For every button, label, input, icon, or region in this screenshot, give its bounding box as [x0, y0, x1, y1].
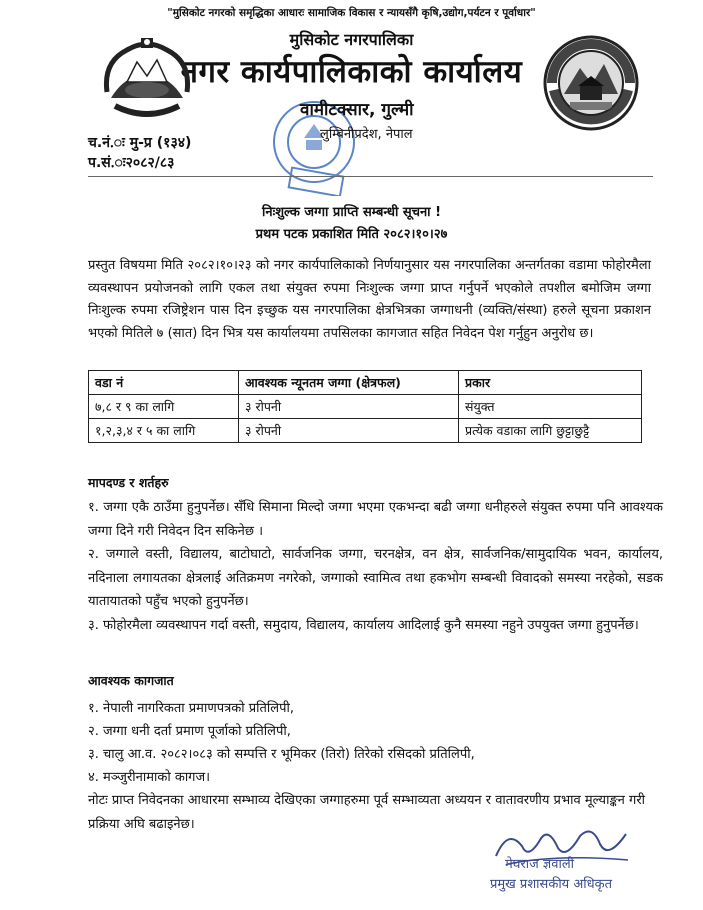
table-header-row — [89, 371, 642, 395]
criteria-heading: मापदण्ड र शर्तहरु — [88, 475, 169, 490]
table-header-cell: आवश्यक न्यूनतम जग्गा (क्षेत्रफल) — [239, 371, 459, 395]
document-item: ३. चालु आ.व. २०८२।०८३ को सम्पत्ति र भूमिकर (तिरो) तिरेको रसिदको प्रतिलिपी, — [88, 747, 475, 762]
header-divider — [88, 176, 653, 177]
table-row — [89, 395, 642, 419]
document-item: २. जग्गा धनी दर्ता प्रमाण पूर्जाको प्रतिलिपी, — [88, 724, 291, 739]
table-header-cell: प्रकार — [459, 371, 642, 395]
address-line-2: लुम्बिनीप्रदेश, नेपाल — [320, 127, 413, 142]
signatory-name: मेघराज ज्ञवाली — [505, 857, 575, 872]
municipality-logo-icon — [542, 34, 640, 132]
table-cell: ७,८ र ९ का लागि — [89, 395, 239, 419]
notice-note: नोटः प्राप्त निवेदनका आधारमा सम्भाव्य देखिएका जग्गाहरुमा पूर्व सम्भाव्यता अध्ययन र वातावरणीय प्रभाव मूल्याङ्कन गरी प्रक्रिया अघि बढाइनेछ। — [88, 793, 646, 832]
criteria-item: ३. फोहोरमैला व्यवस्थापन गर्दा वस्ती, समुदाय, विद्यालय, कार्यालय आदिलाई कुनै समस्या नहुने उपयुक्त जग्गा हुनुपर्नेछ। — [88, 618, 639, 633]
notice-title: निःशुल्क जग्गा प्राप्ति सम्बन्धी सूचना ! — [261, 205, 441, 220]
table-cell: १,२,३,४ र ५ का लागि — [89, 419, 239, 443]
chalani-number: च.नं.ः मु-प्र (१३४) — [88, 135, 192, 151]
requirements-table — [88, 370, 642, 443]
notice-subtitle: प्रथम पटक प्रकाशित मिति २०८२।१०।२७ — [255, 227, 448, 242]
table-cell: संयुक्त — [459, 395, 642, 419]
address-line-1: वामीटक्सार, गुल्मी — [300, 100, 414, 120]
document-item: १. नेपाली नागरिकता प्रमाणपत्रको प्रतिलिपी, — [88, 701, 295, 716]
municipality-name: मुसिकोट नगरपालिका — [289, 30, 414, 49]
nepal-emblem-icon — [97, 32, 197, 128]
document-item: ४. मञ्जुरीनामाको कागज। — [88, 770, 211, 785]
notice-body: प्रस्तुत विषयमा मिति २०८२।१०।२३ को नगर कार्यपालिकाको निर्णयानुसार यस नगरपालिका अन्तर्गतका वडामा फोहोरमैला व्यवस्थापन प्रयोजनको लागि एकल तथा संयुक्त रुपमा निःशुल्क जग्गा प्राप्त गर्नुपर्ने भएकोले तपशील बमोजिम जग्गा निःशुल्क रुपमा रजिष्ट्रेशन पास दिन इच्छुक यस नगरपालिका क्षेत्रभित्रका जग्गाधनी (व्यक्ति/संस्था) हरुले सूचना प्रकाशन भएको मितिले ७ (सात) दिन भित्र यस कार्यालयमा तपसिलका कागजात सहित निवेदन पेश गर्नुहुन अनुरोध छ। — [88, 258, 651, 341]
documents-heading: आवश्यक कागजात — [88, 673, 174, 688]
table-cell: प्रत्येक वडाका लागि छुट्टाछुट्टै — [459, 419, 642, 443]
patra-sankhya: प.सं.ः२०८२/८३ — [88, 155, 175, 171]
letterhead-motto: "मुसिकोट नगरको समृद्धिका आधारः सामाजिक विकास र न्यायसँगै कृषि,उद्योग,पर्यटन र पूर्वाधार" — [167, 7, 536, 19]
table-header-cell: वडा नं — [89, 371, 239, 395]
table-row — [89, 419, 642, 443]
criteria-item: २. जग्गाले वस्ती, विद्यालय, बाटोघाटो, सार्वजनिक जग्गा, चरनक्षेत्र, वन क्षेत्र, सार्वजनिक/सामुदायिक भवन, कार्यालय, नदिनाला लगायतका क्षेत्रलाई अतिक्रमण नगरेको, जग्गाको स्वामित्व तथा हकभोग सम्बन्धी विवादको समस्या नरहेको, सडक यातायातको पहुँच भएको हुनुपर्नेछ। — [88, 547, 663, 609]
office-name: नगर कार्यपालिकाको कार्यालय — [180, 54, 523, 90]
signatory-title: प्रमुख प्रशासकीय अधिकृत — [490, 877, 613, 892]
table-cell: ३ रोपनी — [239, 395, 459, 419]
criteria-item: १. जग्गा एकै ठाउँमा हुनुपर्नेछ। सँधि सिमाना मिल्दो जग्गा भएमा एकभन्दा बढी जग्गा धनीहरुले संयुक्त रुपमा पनि आवश्यक जग्गा दिने गरी निवेदन दिन सकिनेछ । — [88, 500, 663, 539]
table-cell: ३ रोपनी — [239, 419, 459, 443]
